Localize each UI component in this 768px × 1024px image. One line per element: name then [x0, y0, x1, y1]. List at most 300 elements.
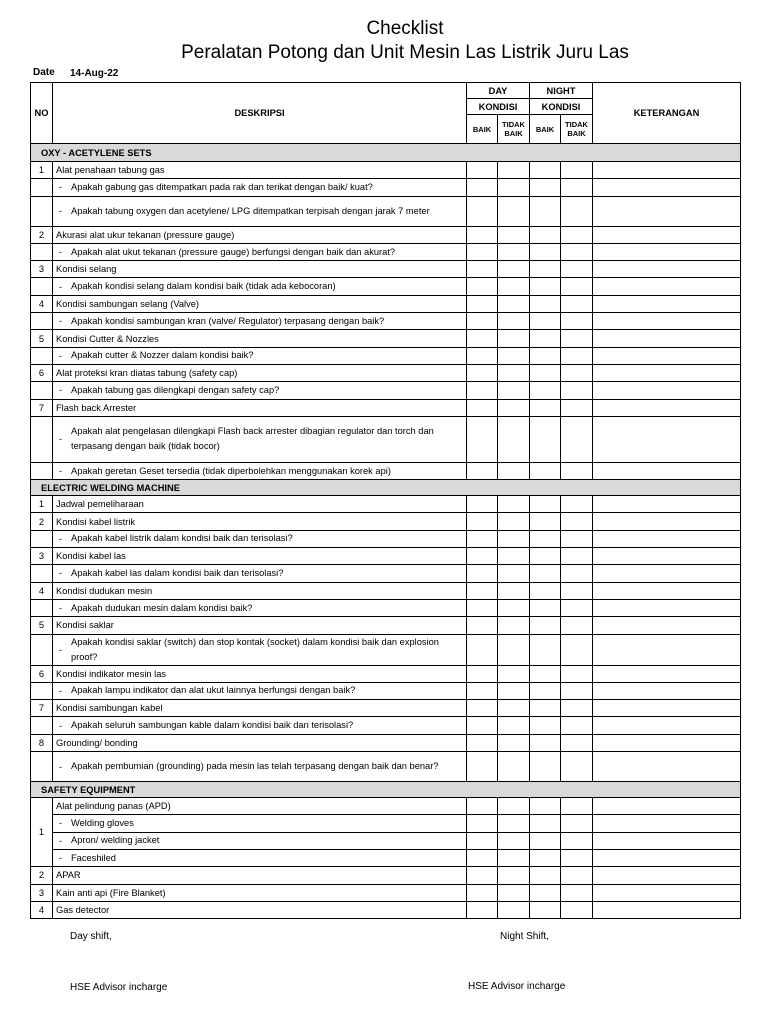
night-baik-cell: [530, 832, 561, 849]
keterangan-cell: [593, 752, 741, 782]
keterangan-cell: [593, 330, 741, 347]
night-baik-cell: [530, 548, 561, 565]
day-tidak-baik-cell: [498, 496, 530, 513]
day-tidak-baik-cell: [498, 278, 530, 295]
item-number: 2: [31, 867, 53, 884]
keterangan-cell: [593, 617, 741, 634]
day-baik-cell: [467, 752, 498, 782]
header-keterangan: KETERANGAN: [593, 83, 741, 144]
sub-item-text: Apakah kondisi sambungan kran (valve/ Regulator) terpasang dengan baik?: [71, 315, 385, 326]
sub-item-description: [53, 179, 467, 196]
night-tidak-baik-cell: [561, 849, 593, 866]
keterangan-cell: [593, 530, 741, 547]
keterangan-cell: [593, 832, 741, 849]
day-tidak-baik-cell: [498, 313, 530, 330]
item-row: [31, 548, 741, 565]
item-label: Kondisi saklar: [53, 617, 467, 634]
day-baik-cell: [467, 513, 498, 530]
dash-marker: -: [59, 818, 63, 829]
day-baik-cell: [467, 734, 498, 751]
item-row: [31, 513, 741, 530]
keterangan-cell: [593, 901, 741, 918]
keterangan-cell: [593, 162, 741, 179]
day-tidak-baik-cell: [498, 798, 530, 815]
night-baik-cell: [530, 884, 561, 901]
item-number: 3: [31, 261, 53, 278]
day-tidak-baik-cell: [498, 364, 530, 381]
day-baik-cell: [467, 867, 498, 884]
day-baik-cell: [467, 682, 498, 699]
sub-item-text: Apakah pembumian (grounding) pada mesin las telah terpasang dengan baik dan benar?: [71, 761, 439, 772]
night-baik-cell: [530, 162, 561, 179]
item-label: Jadwal pemeliharaan: [53, 496, 467, 513]
night-advisor-label: HSE Advisor incharge: [468, 981, 566, 992]
day-tidak-baik-cell: [498, 162, 530, 179]
keterangan-cell: [593, 399, 741, 416]
keterangan-cell: [593, 599, 741, 616]
sub-item-number-cell: [31, 243, 53, 260]
night-tidak-baik-cell: [561, 700, 593, 717]
night-baik-cell: [530, 347, 561, 364]
night-tidak-baik-cell: [561, 884, 593, 901]
day-tidak-baik-cell: [498, 582, 530, 599]
night-tidak-baik-cell: [561, 734, 593, 751]
day-tidak-baik-cell: [498, 832, 530, 849]
item-label: Kondisi dudukan mesin: [53, 582, 467, 599]
day-tidak-baik-cell: [498, 682, 530, 699]
item-number: 1: [31, 798, 53, 867]
night-baik-cell: [530, 665, 561, 682]
sub-item-number-cell: [31, 416, 53, 462]
dash-marker: -: [59, 350, 63, 361]
sub-item-text: Faceshiled: [71, 852, 116, 863]
day-baik-cell: [467, 496, 498, 513]
night-tidak-baik-cell: [561, 162, 593, 179]
night-tidak-baik-cell: [561, 496, 593, 513]
keterangan-cell: [593, 196, 741, 226]
night-baik-cell: [530, 179, 561, 196]
sub-item-text: Apakah kondisi saklar (switch) dan stop kontak (socket) dalam kondisi baik dan explosion proof?: [71, 636, 439, 662]
item-label: Alat proteksi kran diatas tabung (safety cap): [53, 364, 467, 381]
sub-item-description: [53, 752, 467, 782]
keterangan-cell: [593, 295, 741, 312]
item-label: Kondisi Cutter & Nozzles: [53, 330, 467, 347]
item-label: Kondisi kabel listrik: [53, 513, 467, 530]
dash-marker: -: [59, 182, 63, 193]
keterangan-cell: [593, 884, 741, 901]
night-tidak-baik-cell: [561, 717, 593, 734]
day-baik-cell: [467, 634, 498, 665]
sub-item-row: [31, 849, 741, 866]
night-tidak-baik-cell: [561, 901, 593, 918]
item-row: [31, 330, 741, 347]
sub-item-text: Apakah tabung gas dilengkapi dengan safety cap?: [71, 384, 280, 395]
sub-item-number-cell: [31, 634, 53, 665]
keterangan-cell: [593, 313, 741, 330]
keterangan-cell: [593, 462, 741, 479]
night-tidak-baik-cell: [561, 832, 593, 849]
day-tidak-baik-cell: [498, 901, 530, 918]
night-baik-cell: [530, 849, 561, 866]
day-tidak-baik-cell: [498, 565, 530, 582]
day-tidak-baik-cell: [498, 665, 530, 682]
keterangan-cell: [593, 565, 741, 582]
sub-item-text: Apakah lampu indikator dan alat ukut lainnya berfungsi dengan baik?: [71, 685, 356, 696]
sub-item-row: [31, 634, 741, 665]
night-shift-label: Night Shift,: [500, 931, 549, 942]
night-baik-cell: [530, 565, 561, 582]
keterangan-cell: [593, 347, 741, 364]
sub-item-row: [31, 682, 741, 699]
keterangan-cell: [593, 700, 741, 717]
day-tidak-baik-cell: [498, 416, 530, 462]
header-tidak-baik-text: BAIK: [567, 129, 586, 138]
day-baik-cell: [467, 530, 498, 547]
sub-item-text: Apakah alat ukut tekanan (pressure gauge) berfungsi dengan baik dan akurat?: [71, 246, 396, 257]
night-baik-cell: [530, 496, 561, 513]
sub-item-description: [53, 849, 467, 866]
night-tidak-baik-cell: [561, 313, 593, 330]
header-tidak-text: TIDAK: [502, 120, 525, 129]
item-label: Alat pelindung panas (APD): [53, 798, 467, 815]
dash-marker: -: [59, 685, 63, 696]
keterangan-cell: [593, 416, 741, 462]
day-tidak-baik-cell: [498, 884, 530, 901]
item-row: [31, 226, 741, 243]
night-tidak-baik-cell: [561, 798, 593, 815]
keterangan-cell: [593, 278, 741, 295]
night-tidak-baik-cell: [561, 330, 593, 347]
item-row: [31, 665, 741, 682]
dash-marker: -: [59, 761, 63, 772]
night-baik-cell: [530, 682, 561, 699]
sub-item-description: [53, 634, 467, 665]
day-baik-cell: [467, 243, 498, 260]
day-baik-cell: [467, 582, 498, 599]
dash-marker: -: [59, 603, 63, 614]
item-label: Kondisi sambungan kabel: [53, 700, 467, 717]
day-baik-cell: [467, 700, 498, 717]
sub-item-description: [53, 565, 467, 582]
day-tidak-baik-cell: [498, 179, 530, 196]
sub-item-row: [31, 347, 741, 364]
day-baik-cell: [467, 815, 498, 832]
day-tidak-baik-cell: [498, 382, 530, 399]
dash-marker: -: [59, 385, 63, 396]
day-baik-cell: [467, 162, 498, 179]
dash-marker: -: [59, 644, 63, 655]
sub-item-text: Apakah cutter & Nozzer dalam kondisi baik?: [71, 350, 254, 361]
dash-marker: -: [59, 853, 63, 864]
sub-item-description: [53, 382, 467, 399]
night-baik-cell: [530, 513, 561, 530]
header-night-tidak-baik: [561, 115, 593, 144]
item-number: 8: [31, 734, 53, 751]
night-baik-cell: [530, 462, 561, 479]
dash-marker: -: [59, 533, 63, 544]
day-baik-cell: [467, 179, 498, 196]
night-tidak-baik-cell: [561, 295, 593, 312]
day-tidak-baik-cell: [498, 330, 530, 347]
dash-marker: -: [59, 206, 63, 217]
day-tidak-baik-cell: [498, 530, 530, 547]
item-number: 7: [31, 399, 53, 416]
day-baik-cell: [467, 278, 498, 295]
keterangan-cell: [593, 815, 741, 832]
night-tidak-baik-cell: [561, 530, 593, 547]
date-label: Date: [33, 67, 55, 78]
night-tidak-baik-cell: [561, 179, 593, 196]
day-baik-cell: [467, 849, 498, 866]
day-shift-label: Day shift,: [70, 931, 112, 942]
day-baik-cell: [467, 364, 498, 381]
sub-item-row: [31, 313, 741, 330]
section-title: SAFETY EQUIPMENT: [31, 782, 741, 798]
item-number: 1: [31, 162, 53, 179]
sub-item-description: [53, 347, 467, 364]
item-number: 2: [31, 513, 53, 530]
item-number: 3: [31, 548, 53, 565]
day-baik-cell: [467, 196, 498, 226]
sub-item-text: Apakah gabung gas ditempatkan pada rak dan terikat dengan baik/ kuat?: [71, 181, 373, 192]
item-row: [31, 364, 741, 381]
day-tidak-baik-cell: [498, 815, 530, 832]
sub-item-description: [53, 815, 467, 832]
sub-item-text: Welding gloves: [71, 817, 134, 828]
item-row: [31, 734, 741, 751]
item-label: Kondisi kabel las: [53, 548, 467, 565]
item-number: 7: [31, 700, 53, 717]
night-tidak-baik-cell: [561, 565, 593, 582]
day-baik-cell: [467, 599, 498, 616]
sub-item-description: [53, 313, 467, 330]
sub-item-number-cell: [31, 752, 53, 782]
day-baik-cell: [467, 901, 498, 918]
night-tidak-baik-cell: [561, 617, 593, 634]
night-tidak-baik-cell: [561, 226, 593, 243]
sub-item-number-cell: [31, 179, 53, 196]
keterangan-cell: [593, 682, 741, 699]
dash-marker: -: [59, 835, 63, 846]
sub-item-number-cell: [31, 530, 53, 547]
night-tidak-baik-cell: [561, 347, 593, 364]
sub-item-row: [31, 278, 741, 295]
sub-item-number-cell: [31, 717, 53, 734]
section-header-row: [31, 480, 741, 496]
night-baik-cell: [530, 617, 561, 634]
day-tidak-baik-cell: [498, 867, 530, 884]
day-baik-cell: [467, 313, 498, 330]
night-baik-cell: [530, 382, 561, 399]
sub-item-description: [53, 717, 467, 734]
night-baik-cell: [530, 582, 561, 599]
dash-marker: -: [59, 466, 63, 476]
item-row: [31, 700, 741, 717]
section-title: ELECTRIC WELDING MACHINE: [31, 480, 741, 496]
sub-item-number-cell: [31, 382, 53, 399]
night-baik-cell: [530, 752, 561, 782]
night-baik-cell: [530, 243, 561, 260]
sub-item-row: [31, 565, 741, 582]
item-row: [31, 617, 741, 634]
sub-item-number-cell: [31, 682, 53, 699]
item-number: 2: [31, 226, 53, 243]
night-baik-cell: [530, 226, 561, 243]
night-baik-cell: [530, 399, 561, 416]
sub-item-description: [53, 243, 467, 260]
sub-item-number-cell: [31, 196, 53, 226]
item-label: Kondisi indikator mesin las: [53, 665, 467, 682]
item-row: [31, 399, 741, 416]
sub-item-row: [31, 530, 741, 547]
keterangan-cell: [593, 665, 741, 682]
sub-item-row: [31, 179, 741, 196]
header-day-kondisi: KONDISI: [467, 99, 530, 115]
day-advisor-label: HSE Advisor incharge: [70, 982, 168, 993]
keterangan-cell: [593, 513, 741, 530]
night-baik-cell: [530, 815, 561, 832]
keterangan-cell: [593, 382, 741, 399]
sub-item-number-cell: [31, 278, 53, 295]
sub-item-row: [31, 196, 741, 226]
item-number: 1: [31, 496, 53, 513]
dash-marker: -: [59, 247, 63, 258]
item-number: 5: [31, 617, 53, 634]
night-baik-cell: [530, 261, 561, 278]
header-tidak-text: TIDAK: [565, 120, 588, 129]
sub-item-text: Apakah alat pengelasan dilengkapi Flash back arrester dibagian regulator dan torch dan terpasang dengan baik (tidak bocor): [71, 426, 434, 452]
sub-item-row: [31, 382, 741, 399]
night-baik-cell: [530, 867, 561, 884]
day-baik-cell: [467, 399, 498, 416]
night-baik-cell: [530, 798, 561, 815]
night-baik-cell: [530, 717, 561, 734]
dash-marker: -: [59, 281, 63, 292]
day-tidak-baik-cell: [498, 548, 530, 565]
item-label: Akurasi alat ukur tekanan (pressure gauge): [53, 226, 467, 243]
item-row: [31, 261, 741, 278]
night-tidak-baik-cell: [561, 867, 593, 884]
day-tidak-baik-cell: [498, 399, 530, 416]
keterangan-cell: [593, 867, 741, 884]
day-baik-cell: [467, 665, 498, 682]
sub-item-number-cell: [31, 313, 53, 330]
day-baik-cell: [467, 798, 498, 815]
header-night-baik: BAIK: [530, 115, 561, 144]
sub-item-description: [53, 832, 467, 849]
day-tidak-baik-cell: [498, 196, 530, 226]
header-night-kondisi: KONDISI: [530, 99, 593, 115]
sub-item-row: [31, 599, 741, 616]
dash-marker: -: [59, 568, 63, 579]
item-label: APAR: [53, 867, 467, 884]
sub-item-row: [31, 462, 741, 479]
day-tidak-baik-cell: [498, 717, 530, 734]
night-baik-cell: [530, 196, 561, 226]
sub-item-description: [53, 462, 467, 479]
item-number: 4: [31, 582, 53, 599]
day-tidak-baik-cell: [498, 617, 530, 634]
day-baik-cell: [467, 565, 498, 582]
item-label: Grounding/ bonding: [53, 734, 467, 751]
keterangan-cell: [593, 179, 741, 196]
night-baik-cell: [530, 330, 561, 347]
page-subtitle: Peralatan Potong dan Unit Mesin Las Listrik Juru Las: [181, 42, 629, 63]
night-baik-cell: [530, 278, 561, 295]
night-tidak-baik-cell: [561, 261, 593, 278]
day-baik-cell: [467, 462, 498, 479]
night-tidak-baik-cell: [561, 278, 593, 295]
sub-item-text: Apakah tabung oxygen dan acetylene/ LPG ditempatkan terpisah dengan jarak 7 meter: [71, 205, 430, 216]
section-header-row: [31, 782, 741, 798]
night-tidak-baik-cell: [561, 462, 593, 479]
day-tidak-baik-cell: [498, 243, 530, 260]
sub-item-text: Apakah dudukan mesin dalam kondisi baik?: [71, 602, 253, 613]
keterangan-cell: [593, 496, 741, 513]
item-row: [31, 884, 741, 901]
night-tidak-baik-cell: [561, 582, 593, 599]
day-baik-cell: [467, 832, 498, 849]
sub-item-description: [53, 416, 467, 462]
item-label: Flash back Arrester: [53, 399, 467, 416]
day-baik-cell: [467, 226, 498, 243]
day-tidak-baik-cell: [498, 226, 530, 243]
header-deskripsi: DESKRIPSI: [53, 83, 467, 144]
header-no: NO: [31, 83, 53, 144]
night-baik-cell: [530, 530, 561, 547]
item-label: Alat penahaan tabung gas: [53, 162, 467, 179]
sub-item-description: [53, 196, 467, 226]
dash-marker: -: [59, 316, 63, 327]
header-day-tidak-baik: [498, 115, 530, 144]
header-day-baik: BAIK: [467, 115, 498, 144]
sub-item-number-cell: [31, 462, 53, 479]
day-tidak-baik-cell: [498, 752, 530, 782]
night-tidak-baik-cell: [561, 243, 593, 260]
sub-item-description: [53, 682, 467, 699]
night-tidak-baik-cell: [561, 752, 593, 782]
day-baik-cell: [467, 261, 498, 278]
item-number: 6: [31, 364, 53, 381]
night-tidak-baik-cell: [561, 665, 593, 682]
item-label: Gas detector: [53, 901, 467, 918]
day-tidak-baik-cell: [498, 295, 530, 312]
sub-item-row: [31, 832, 741, 849]
item-label: Kondisi selang: [53, 261, 467, 278]
night-baik-cell: [530, 416, 561, 462]
item-row: [31, 162, 741, 179]
day-tidak-baik-cell: [498, 347, 530, 364]
sub-item-text: Apakah kabel listrik dalam kondisi baik dan terisolasi?: [71, 533, 293, 544]
night-baik-cell: [530, 634, 561, 665]
night-tidak-baik-cell: [561, 399, 593, 416]
keterangan-cell: [593, 634, 741, 665]
keterangan-cell: [593, 261, 741, 278]
keterangan-cell: [593, 548, 741, 565]
day-baik-cell: [467, 295, 498, 312]
header-day: DAY: [467, 83, 530, 99]
sub-item-number-cell: [31, 565, 53, 582]
item-row: [31, 798, 741, 815]
night-baik-cell: [530, 364, 561, 381]
item-row: [31, 867, 741, 884]
item-row: [31, 496, 741, 513]
item-label: Kain anti api (Fire Blanket): [53, 884, 467, 901]
night-tidak-baik-cell: [561, 416, 593, 462]
day-tidak-baik-cell: [498, 462, 530, 479]
sub-item-text: Apakah seluruh sambungan kable dalam kondisi baik dan terisolasi?: [71, 720, 354, 731]
date-value: 14-Aug-22: [70, 68, 119, 79]
